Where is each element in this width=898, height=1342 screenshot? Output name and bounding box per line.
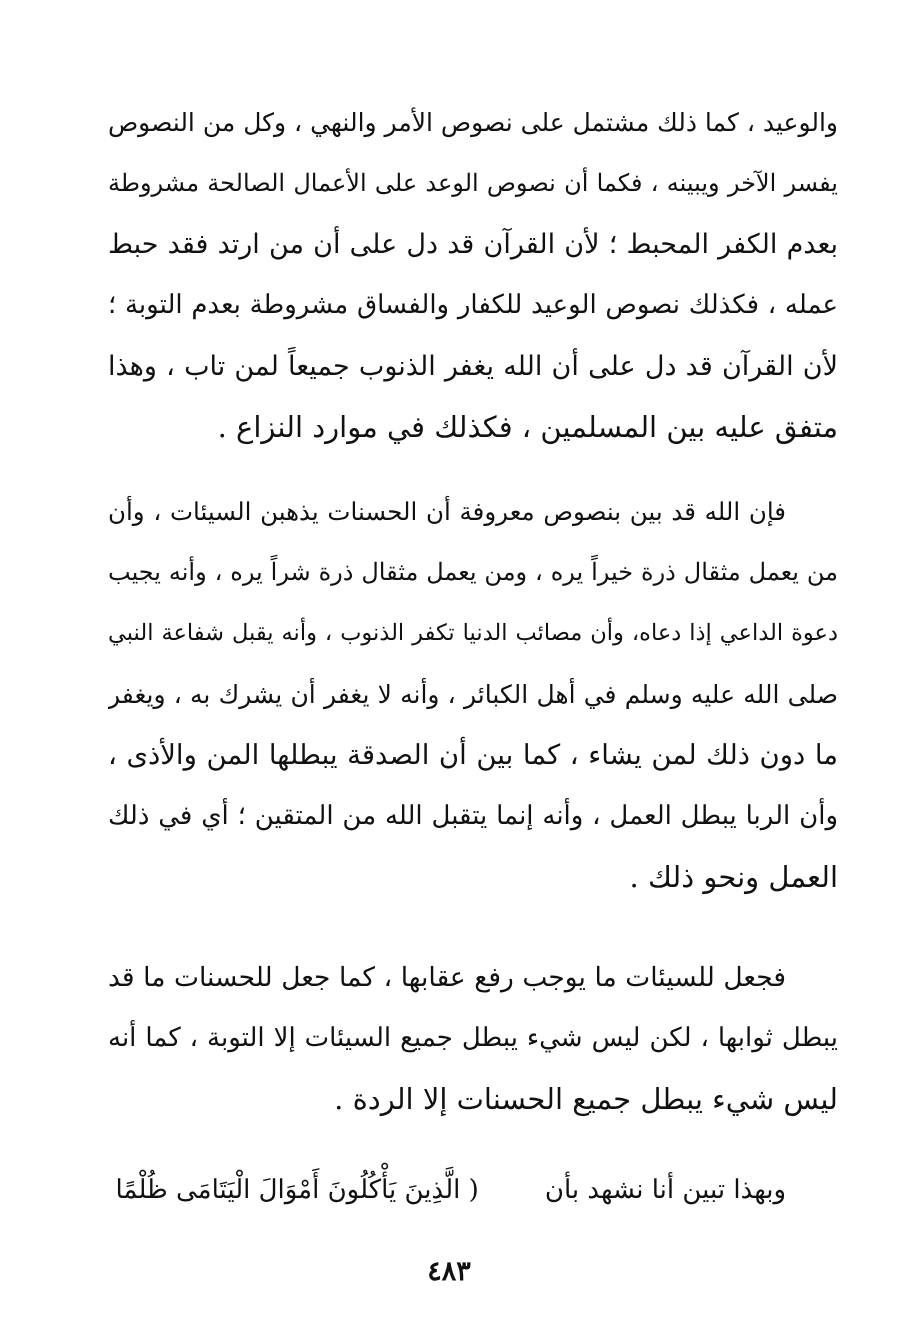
- paragraph-2: [108, 481, 838, 908]
- paragraph-4: [108, 1160, 838, 1221]
- paragraph-1: [108, 92, 838, 458]
- text-line: فإن الله قد بين بنصوص معروفة أن الحسنات يذهبن السيئات ، وأن: [108, 497, 786, 526]
- text-line: يفسر الآخر ويبينه ، فكما أن نصوص الوعد على الأعمال الصالحة مشروطة: [108, 169, 838, 197]
- text-line: بعدم الكفر المحبط ؛ لأن القرآن قد دل على أن من ارتد فقد حبط: [108, 229, 838, 260]
- text-line: يبطل ثوابها ، لكن ليس شيء يبطل جميع السيئات إلا التوبة ، كما أنه: [108, 1023, 838, 1053]
- text-line: ما دون ذلك لمن يشاء ، كما بين أن الصدقة يبطلها المن والأذى ،: [108, 739, 838, 771]
- text-line: عمله ، فكذلك نصوص الوعيد للكفار والفساق مشروطة بعدم التوبة ؛: [108, 290, 838, 320]
- line-prefix: وبهذا تبين أنا نشهد بأن: [544, 1175, 786, 1205]
- text-line: ليس شيء يبطل جميع الحسنات إلا الردة .: [334, 1082, 838, 1116]
- text-line: متفق عليه بين المسلمين ، فكذلك في موارد النزاع .: [217, 410, 838, 444]
- text-line: صلى الله عليه وسلم في أهل الكبائر ، وأنه لا يغفر أن يشرك به ، ويغفر: [108, 680, 838, 709]
- text-line: من يعمل مثقال ذرة خيراً يره ، ومن يعمل مثقال ذرة شراً يره ، وأنه يجيب: [108, 558, 838, 586]
- quran-verse: ( الَّذِينَ يَأْكُلُونَ أَمْوَالَ الْيَتَامَى ظُلْمًا: [115, 1175, 479, 1205]
- page-number: ٤٨٣: [427, 1256, 471, 1287]
- text-line: وأن الربا يبطل العمل ، وأنه إنما يتقبل الله من المتقين ؛ أي في ذلك: [108, 801, 838, 831]
- text-line: دعوة الداعي إذا دعاه، وأن مصائب الدنيا تكفر الذنوب ، وأنه يقبل شفاعة النبي: [108, 620, 838, 646]
- text-line: لأن القرآن قد دل على أن الله يغفر الذنوب جميعاً لمن تاب ، وهذا: [108, 351, 838, 382]
- text-line: والوعيد ، كما ذلك مشتمل على نصوص الأمر والنهي ، وكل من النصوص: [108, 108, 838, 137]
- text-line: فجعل للسيئات ما يوجب رفع عقابها ، كما جعل للحسنات ما قد: [108, 962, 786, 993]
- text-line: [108, 1160, 838, 1221]
- paragraph-3: [108, 947, 838, 1130]
- text-line: العمل ونحو ذلك .: [629, 860, 838, 894]
